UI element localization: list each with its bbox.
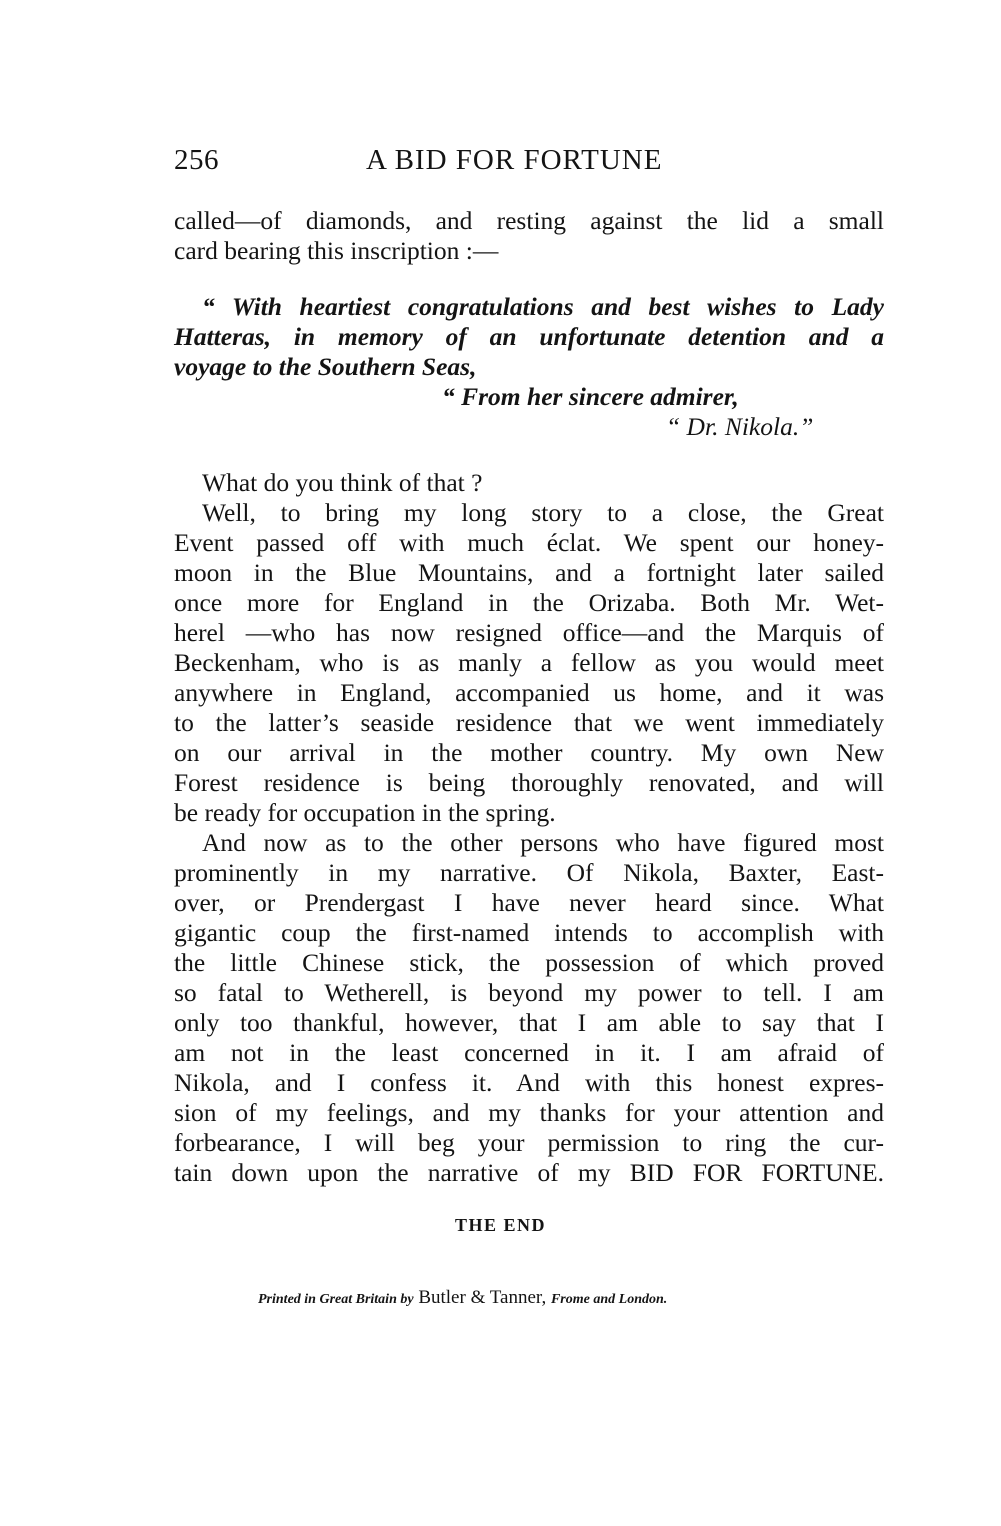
inscription-line: “ With heartiest congratulations and best wishes to Lady bbox=[202, 292, 884, 321]
printer-name: Butler & Tanner, bbox=[418, 1287, 547, 1308]
running-header bbox=[174, 140, 714, 184]
inscription-signature-line: “ From her sincere admirer, bbox=[442, 382, 739, 411]
paragraph-line: Well, to bring my long story to a close, the Great bbox=[202, 498, 884, 527]
paragraph-line: Beckenham, who is as manly a fellow as you would meet bbox=[174, 648, 884, 677]
paragraph-line: tain down upon the narrative of my BID FOR FORTUNE. bbox=[174, 1158, 884, 1187]
paragraph-line: moon in the Blue Mountains, and a fortnight later sailed bbox=[174, 558, 884, 587]
page-number: 256 bbox=[174, 144, 219, 176]
printer-imprint bbox=[258, 1287, 798, 1309]
intro-text bbox=[174, 206, 884, 266]
paragraph-line: prominently in my narrative. Of Nikola, Baxter, East- bbox=[174, 858, 884, 887]
paragraph-line: Forest residence is being thoroughly renovated, and will bbox=[174, 768, 884, 797]
paragraph-line: once more for England in the Orizaba. Both Mr. Wet- bbox=[174, 588, 884, 617]
paragraph-line: What do you think of that ? bbox=[202, 468, 483, 497]
card-inscription bbox=[174, 292, 884, 442]
running-title: A BID FOR FORTUNE bbox=[366, 144, 663, 176]
paragraph-line: And now as to the other persons who have figured most bbox=[202, 828, 884, 857]
paragraph-line: be ready for occupation in the spring. bbox=[174, 798, 556, 827]
paragraph-line: over, or Prendergast I have never heard since. What bbox=[174, 888, 884, 917]
paragraph-line: the little Chinese stick, the possession of which proved bbox=[174, 948, 884, 977]
printer-suffix: Frome and London. bbox=[550, 1292, 668, 1307]
paragraph-line: sion of my feelings, and my thanks for your attention and bbox=[174, 1098, 884, 1127]
paragraph-line: Nikola, and I confess it. And with this honest expres- bbox=[174, 1068, 884, 1097]
inscription-line: voyage to the Southern Seas, bbox=[174, 352, 477, 381]
paragraph-line: on our arrival in the mother country. My own New bbox=[174, 738, 884, 767]
text-line: card bearing this inscription :— bbox=[174, 236, 499, 265]
paragraph-line: forbearance, I will beg your permission to ring the cur- bbox=[174, 1128, 884, 1157]
paragraph-line: Event passed off with much éclat. We spent our honey- bbox=[174, 528, 884, 557]
paragraph-line: gigantic coup the first-named intends to accomplish with bbox=[174, 918, 884, 947]
paragraph-line: herel —who has now resigned office—and the Marquis of bbox=[174, 618, 884, 647]
body-text bbox=[174, 468, 884, 1188]
paragraph-line: anywhere in England, accompanied us home, and it was bbox=[174, 678, 884, 707]
paragraph-line: only too thankful, however, that I am able to say that I bbox=[174, 1008, 884, 1037]
text-line: called—of diamonds, and resting against the lid a small bbox=[174, 206, 884, 235]
paragraph-line: to the latter’s seaside residence that we went immediately bbox=[174, 708, 884, 737]
paragraph-line: am not in the least concerned in it. I am afraid of bbox=[174, 1038, 884, 1067]
the-end-mark: THE END bbox=[454, 1215, 547, 1235]
inscription-line: Hatteras, in memory of an unfortunate detention and a bbox=[174, 322, 884, 351]
inscription-signature-name: “ Dr. Nikola.” bbox=[666, 412, 814, 441]
paragraph-line: so fatal to Wetherell, is beyond my power to tell. I am bbox=[174, 978, 884, 1007]
printer-prefix: Printed in Great Britain by bbox=[258, 1292, 414, 1307]
